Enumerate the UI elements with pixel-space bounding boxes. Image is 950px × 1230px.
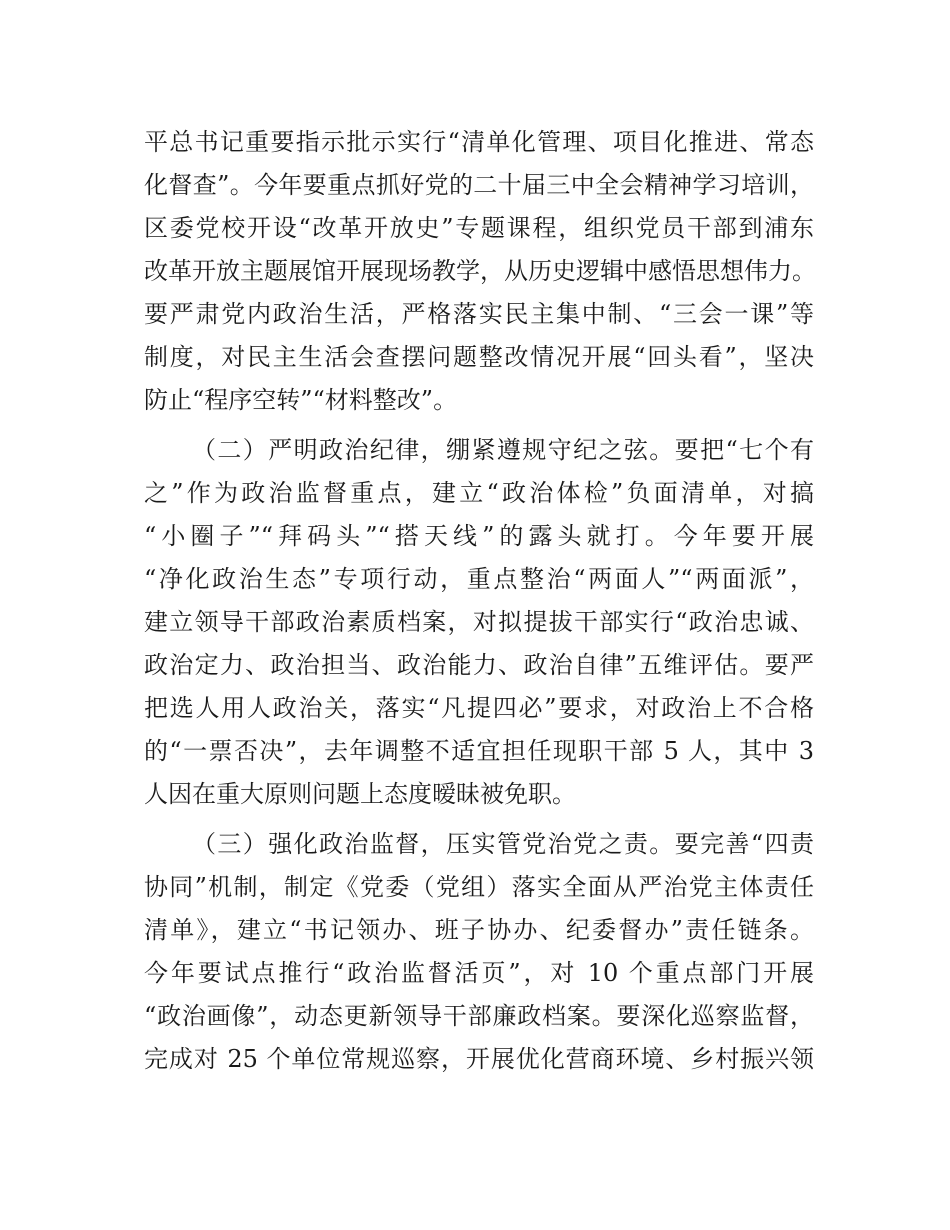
text-line: 防止“程序空转”“材料整改”。: [144, 386, 458, 414]
text-line: 完成对 25 个单位常规巡察，开展优化营商环境、乡村振兴领: [144, 1045, 814, 1073]
text-line: 政治定力、政治担当、政治能力、政治自律”五维评估。要严: [144, 651, 814, 679]
text-line: 把选人用人政治关，落实“凡提四必”要求，对政治上不合格: [144, 694, 814, 722]
text-line: 清单》，建立“书记领办、班子协办、纪委督办”责任链条。: [144, 916, 814, 944]
text-line: 改革开放主题展馆开展现场教学，从历史逻辑中感悟思想伟力。: [144, 257, 816, 285]
text-line: 人因在重大原则问题上态度暧昧被免职。: [144, 780, 576, 808]
text-line: 制度，对民主生活会查摆问题整改情况开展“回头看”，坚决: [144, 343, 814, 371]
text-line: 的“一票否决”，去年调整不适宜担任现职干部 5 人，其中 3: [144, 737, 814, 765]
text-line: 区委党校开设“改革开放史”专题课程，组织党员干部到浦东: [144, 214, 814, 242]
text-line: 要严肃党内政治生活，严格落实民主集中制、“三会一课”等: [144, 300, 814, 328]
text-line: 平总书记重要指示批示实行“清单化管理、项目化推进、常态: [144, 128, 814, 156]
section-heading-line: （三）强化政治监督，压实管党治党之责。要完善“四责: [192, 830, 814, 858]
text-line: “政治画像”，动态更新领导干部廉政档案。要深化巡察监督，: [144, 1002, 814, 1030]
text-line: 建立领导干部政治素质档案，对拟提拔干部实行“政治忠诚、: [144, 608, 814, 636]
text-line: 今年要试点推行“政治监督活页”，对 10 个重点部门开展: [144, 959, 814, 987]
text-line: 之”作为政治监督重点，建立“政治体检”负面清单，对搞: [144, 479, 814, 507]
text-line: “净化政治生态”专项行动，重点整治“两面人”“两面派”，: [144, 565, 814, 593]
text-line: “小圈子”“拜码头”“搭天线”的露头就打。今年要开展: [144, 522, 814, 550]
section-heading-line: （二）严明政治纪律，绷紧遵规守纪之弦。要把“七个有: [192, 436, 814, 464]
text-line: 化督查”。今年要重点抓好党的二十届三中全会精神学习培训，: [144, 171, 814, 199]
text-line: 协同”机制，制定《党委（党组）落实全面从严治党主体责任: [144, 873, 814, 901]
